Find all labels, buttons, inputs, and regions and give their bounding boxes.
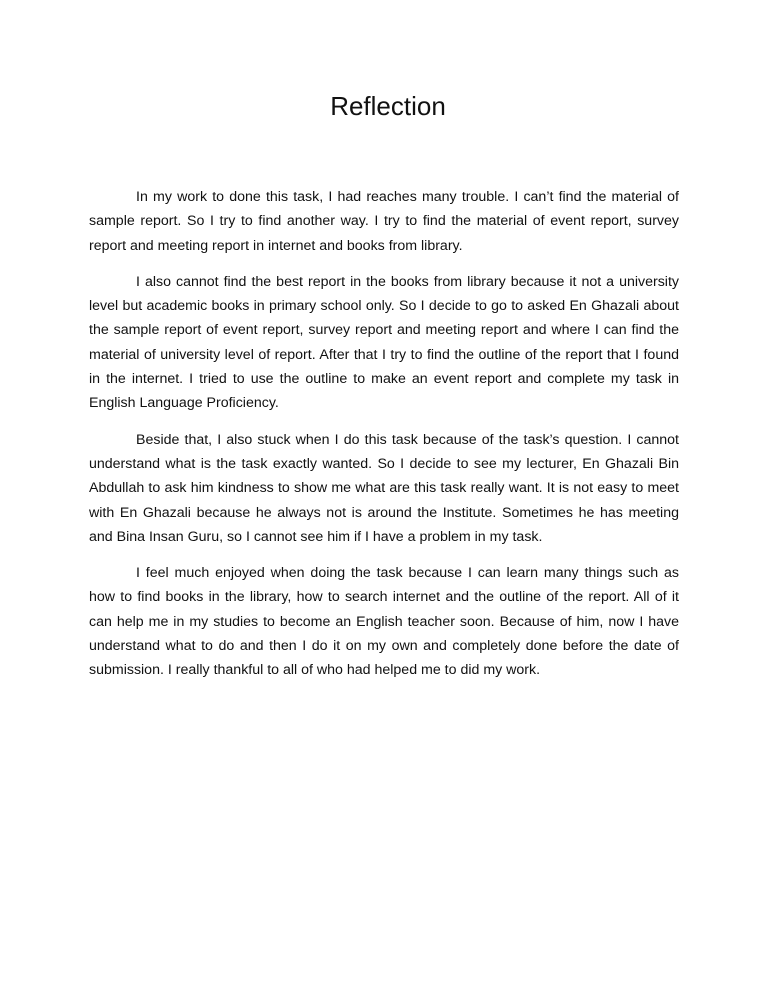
paragraph-2: I also cannot find the best report in the books from library because it not a university level but academic books in primary school only. So I decide to go to asked En Ghazali about the sample report of event report, survey report and meeting report and where I can find the material of university level of report. After that I try to find the outline of the report that I found in the internet. I tried to use the outline to make an event report and complete my task in English Language Proficiency.: [89, 273, 679, 412]
paragraph-3: Beside that, I also stuck when I do this task because of the task’s question. I cannot understand what is the task exactly wanted. So I decide to see my lecturer, En Ghazali Bin Abdullah to ask him kindness to show me what are this task really want. It is not easy to meet with En Ghazali because he always not is around the Institute. Sometimes he has meeting and Bina Insan Guru, so I cannot see him if I have a problem in my task.: [89, 431, 679, 545]
paragraph-1: In my work to done this task, I had reaches many trouble. I can’t find the material of sample report. So I try to find another way. I try to find the material of event report, survey report and meeting report in internet and books from library.: [89, 189, 679, 254]
page-title: Reflection: [330, 91, 446, 121]
paragraph-4: I feel much enjoyed when doing the task because I can learn many things such as how to find books in the library, how to search internet and the outline of the report. All of it can help me in my studies to become an English teacher soon. Because of him, now I have understand what to do and then I do it on my own and completely done before the date of submission. I really thankful to all of who had helped me to did my work.: [89, 565, 679, 679]
document-body: [89, 185, 679, 695]
